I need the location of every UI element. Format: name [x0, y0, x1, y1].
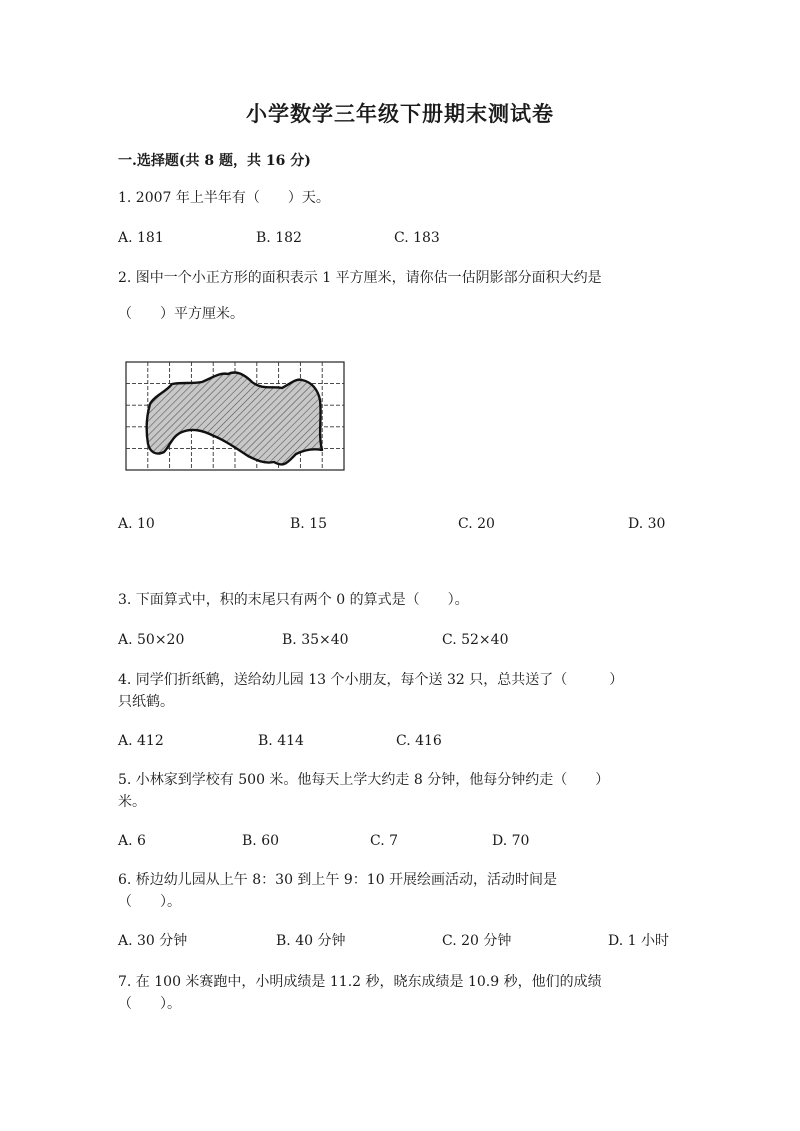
- question-5-option-c[interactable]: C. 7: [370, 833, 399, 849]
- question-5-stem-line1: 5. 小林家到学校有 500 米。他每天上学大约走 8 分钟，他每分钟约走（ ）: [118, 772, 610, 788]
- question-6-option-a[interactable]: A. 30 分钟: [118, 933, 188, 949]
- shaded-region: [147, 372, 322, 464]
- question-5-option-b[interactable]: B. 60: [242, 833, 280, 849]
- question-6-option-c[interactable]: C. 20 分钟: [442, 933, 512, 949]
- question-3-option-b[interactable]: B. 35×40: [282, 632, 349, 648]
- question-2-stem-line1: 2. 图中一个小正方形的面积表示 1 平方厘米，请你估一估阴影部分面积大约是: [118, 270, 602, 286]
- question-3-option-a[interactable]: A. 50×20: [118, 632, 185, 648]
- question-1-stem: 1. 2007 年上半年有（ ）天。: [118, 190, 330, 206]
- section-heading: 一.选择题(共 8 题，共 16 分): [118, 153, 311, 169]
- question-7-stem-line1: 7. 在 100 米赛跑中，小明成绩是 11.2 秒，晓东成绩是 10.9 秒，他们的成绩: [118, 974, 602, 990]
- question-4-option-c[interactable]: C. 416: [396, 733, 442, 749]
- question-4-stem-line1: 4. 同学们折纸鹤，送给幼儿园 13 个小朋友，每个送 32 只，总共送了（ ）: [118, 672, 624, 688]
- question-6-stem-line2: （ ）。: [118, 894, 181, 910]
- question-2-option-b[interactable]: B. 15: [290, 516, 328, 532]
- question-1-option-c[interactable]: C. 183: [394, 230, 440, 246]
- question-6-stem-line1: 6. 桥边幼儿园从上午 8：30 到上午 9：10 开展绘画活动，活动时间是: [118, 872, 558, 888]
- question-5-option-d[interactable]: D. 70: [492, 833, 530, 849]
- question-1-option-b[interactable]: B. 182: [256, 230, 302, 246]
- question-2-stem-line2: （ ）平方厘米。: [118, 306, 244, 322]
- question-6-option-b[interactable]: B. 40 分钟: [276, 933, 346, 949]
- question-4-option-b[interactable]: B. 414: [258, 733, 304, 749]
- question-4-option-a[interactable]: A. 412: [118, 733, 164, 749]
- question-2-option-a[interactable]: A. 10: [118, 516, 155, 532]
- question-3-stem: 3. 下面算式中，积的末尾只有两个 0 的算式是（ ）。: [118, 592, 469, 608]
- question-7-stem-line2: （ ）。: [118, 996, 181, 1012]
- question-2-option-d[interactable]: D. 30: [628, 516, 666, 532]
- page-title: 小学数学三年级下册期末测试卷: [246, 101, 554, 126]
- question-2-option-c[interactable]: C. 20: [458, 516, 495, 532]
- question-6-option-d[interactable]: D. 1 小时: [608, 933, 669, 949]
- area-estimation-figure: [124, 360, 348, 476]
- question-5-option-a[interactable]: A. 6: [118, 833, 146, 849]
- question-5-stem-line2: 米。: [118, 794, 146, 810]
- question-3-option-c[interactable]: C. 52×40: [442, 632, 509, 648]
- question-1-option-a[interactable]: A. 181: [118, 230, 164, 246]
- question-4-stem-line2: 只纸鹤。: [118, 694, 174, 710]
